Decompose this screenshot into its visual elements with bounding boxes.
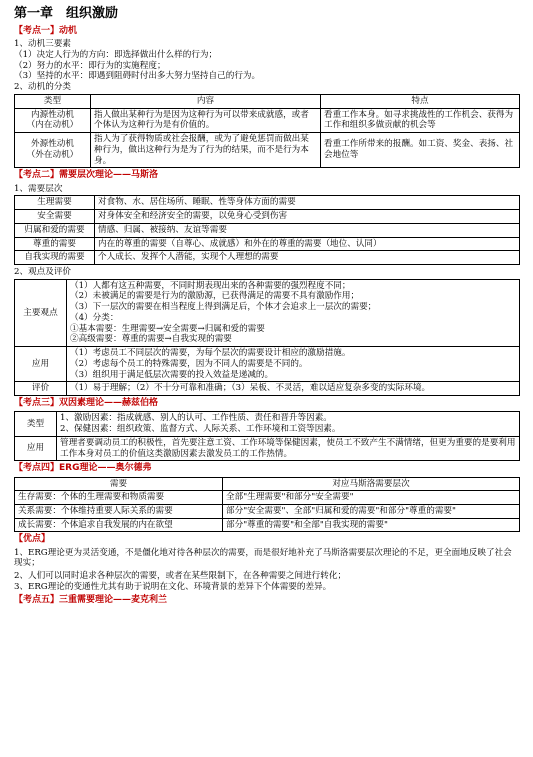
row-label-application: 应用 [15, 436, 57, 460]
application-cell: 管理者要调动员工的积极性，首先要注意工资、工作环境等保健因素，使员工不致产生不满情绪，但更为重要的是要利用工作本身对员工的价值这类激励因素去激发员工的工作热情。 [57, 436, 520, 460]
table-row [15, 412, 520, 436]
list-item: 1、激励因素：指成就感、别人的认可、工作性质、责任和晋升等因素。 [60, 413, 332, 424]
need-name: 安全需要 [15, 210, 95, 224]
application-cell [67, 347, 520, 382]
row-label-application: 应用 [15, 347, 67, 382]
need-desc: 对身体安全和经济安全的需要，以免身心受到伤害 [95, 210, 520, 224]
two-factor-table [14, 411, 520, 461]
merits-heading: 【优点】 [14, 534, 51, 545]
table-row [15, 108, 520, 132]
table-row [15, 504, 520, 518]
table-row [15, 436, 520, 460]
erg-need: 关系需要：个体维持重要人际关系的需要 [15, 504, 223, 518]
subheading-views-evaluation: 2、观点及评价 [14, 266, 72, 277]
table-cell-content: 指人为了获得物质或社会报酬，或为了避免惩罚而做出某种行为，做出这种行为是为了行为的结果，而不是行为本身。 [91, 133, 321, 168]
section-heading-three-needs: 【考点五】三重需要理论——麦克利兰 [14, 594, 168, 605]
table-header-cell: 内容 [91, 94, 321, 108]
need-name: 生理需要 [15, 196, 95, 210]
list-item: （1）人都有这五种需要，不同时期表现出来的各种需要的强烈程度不同； [70, 280, 351, 291]
evaluation-cell: （1）易于理解；（2）不十分可靠和准确；（3）呆板、不灵活，难以适应复杂多变的实际环境。 [67, 382, 520, 396]
table-header-row [15, 94, 520, 108]
row-label-type: 类型 [15, 412, 57, 436]
table-row [15, 223, 520, 237]
need-name: 自我实现的需要 [15, 251, 95, 265]
erg-table [14, 477, 520, 533]
list-item: ①基本需要：生理需要→安全需要→归属和爱的需要 [70, 323, 265, 334]
type-cell [57, 412, 520, 436]
need-desc: 对食物、水、居住场所、睡眠、性等身体方面的需要 [95, 196, 520, 210]
table-header-cell: 特点 [321, 94, 520, 108]
type-line: （内在动机） [26, 120, 79, 131]
table-row [15, 491, 520, 505]
table-cell-type [15, 108, 91, 132]
list-item: （2）努力的水平：即行为的实施程度； [14, 60, 166, 71]
section-heading-two-factor: 【考点三】双因素理论——赫兹伯格 [14, 398, 159, 409]
need-desc: 情感、归属、被接纳、友谊等需要 [95, 223, 520, 237]
table-header-row [15, 477, 520, 491]
table-row [15, 279, 520, 346]
section-heading-erg: 【考点四】ERG理论——奥尔德弗 [14, 463, 152, 474]
list-item: （4）分类： [70, 312, 119, 323]
list-item: （1）考虑员工不同层次的需要，为每个层次的需要设计相应的激励措施。 [70, 348, 351, 359]
type-line: 外源性动机 [31, 139, 74, 150]
views-evaluation-table [14, 279, 520, 396]
section-heading-motivation: 【考点一】动机 [14, 26, 78, 36]
main-points-cell [67, 279, 520, 346]
document-page [14, 6, 520, 608]
need-levels-table [14, 195, 520, 265]
chapter-title: 第一章 组织激励 [14, 6, 119, 21]
table-row [15, 518, 520, 532]
table-cell-feature: 看重工作本身。如寻求挑战性的工作机会、获得为工作和组织多做贡献的机会等 [321, 108, 520, 132]
motivation-type-table [14, 94, 520, 168]
subheading-need-levels: 1、需要层次 [14, 183, 63, 194]
row-label-main-points: 主要观点 [15, 279, 67, 346]
list-item: ②高级需要：尊重的需要→自我实现的需要 [70, 334, 232, 345]
list-item: （2）未被满足的需要是行为的激励源，已获得满足的需要不具有激励作用； [70, 291, 360, 302]
table-row [15, 133, 520, 168]
section-heading-maslow: 【考点二】需要层次理论——马斯洛 [14, 170, 159, 181]
table-row [15, 210, 520, 224]
erg-need: 成长需要：个体追求自我发展的内在欲望 [15, 518, 223, 532]
type-line: 内源性动机 [31, 109, 74, 120]
need-name: 归属和爱的需要 [15, 223, 95, 237]
table-row [15, 237, 520, 251]
erg-maslow: 部分"安全需要"、全部"归属和爱的需要"和部分"尊重的需要" [223, 504, 520, 518]
row-label-evaluation: 评价 [15, 382, 67, 396]
merit-item: 2、人们可以同时追求各种层次的需要，或者在某些限制下，在各种需要之间进行转化； [14, 571, 347, 582]
list-item: （2）考虑每个员工的特殊需要，因为不同人的需要是不同的。 [70, 358, 308, 369]
need-desc: 个人成长、发挥个人潜能，实现个人理想的需要 [95, 251, 520, 265]
merit-item: 1、ERG理论更为灵活变通，不是僵化地对待各种层次的需要，而是很好地补充了马斯洛需要层次理论的不足，更全面地反映了社会现实； [14, 547, 512, 569]
subheading-three-elements: 1、动机三要素 [14, 39, 72, 50]
erg-maslow: 全部"生理需要"和部分"安全需要" [223, 491, 520, 505]
table-cell-feature: 看重工作所带来的报酬。如工资、奖金、表扬、社会地位等 [321, 133, 520, 168]
table-row [15, 196, 520, 210]
list-item: 2、保健因素：组织政策、监督方式、人际关系、工作环境和工资等因素。 [60, 424, 341, 435]
erg-need: 生存需要：个体的生理需要和物质需要 [15, 491, 223, 505]
table-header-cell: 类型 [15, 94, 91, 108]
subheading-motivation-types: 2、动机的分类 [14, 82, 72, 93]
list-item: （1）决定人行为的方向：即选择做出什么样的行为； [14, 49, 218, 60]
need-desc: 内在的尊重的需要（自尊心、成就感）和外在的尊重的需要（地位、认同） [95, 237, 520, 251]
table-cell-content: 指人做出某种行为是因为这种行为可以带来成就感，或者个体认为这种行为是有价值的。 [91, 108, 321, 132]
list-item: （3）坚持的水平：即遇到阻碍时付出多大努力坚持自己的行为。 [14, 71, 261, 82]
need-name: 尊重的需要 [15, 237, 95, 251]
table-row [15, 347, 520, 382]
erg-maslow: 部分"尊重的需要"和全部"自我实现的需要" [223, 518, 520, 532]
list-item: （3）组织用于满足低层次需要的投入效益是递减的。 [70, 369, 274, 380]
table-row [15, 251, 520, 265]
table-row [15, 382, 520, 396]
table-header-cell: 需要 [15, 477, 223, 491]
type-line: （外在动机） [26, 150, 79, 161]
list-item: （3）下一层次的需要在相当程度上得到满足后，个体才会追求上一层次的需要； [70, 302, 377, 313]
table-header-cell: 对应马斯洛需要层次 [223, 477, 520, 491]
merit-item: 3、ERG理论的变通性尤其有助于说明在文化、环境背景的差异下个体需要的差异。 [14, 581, 332, 592]
table-cell-type [15, 133, 91, 168]
